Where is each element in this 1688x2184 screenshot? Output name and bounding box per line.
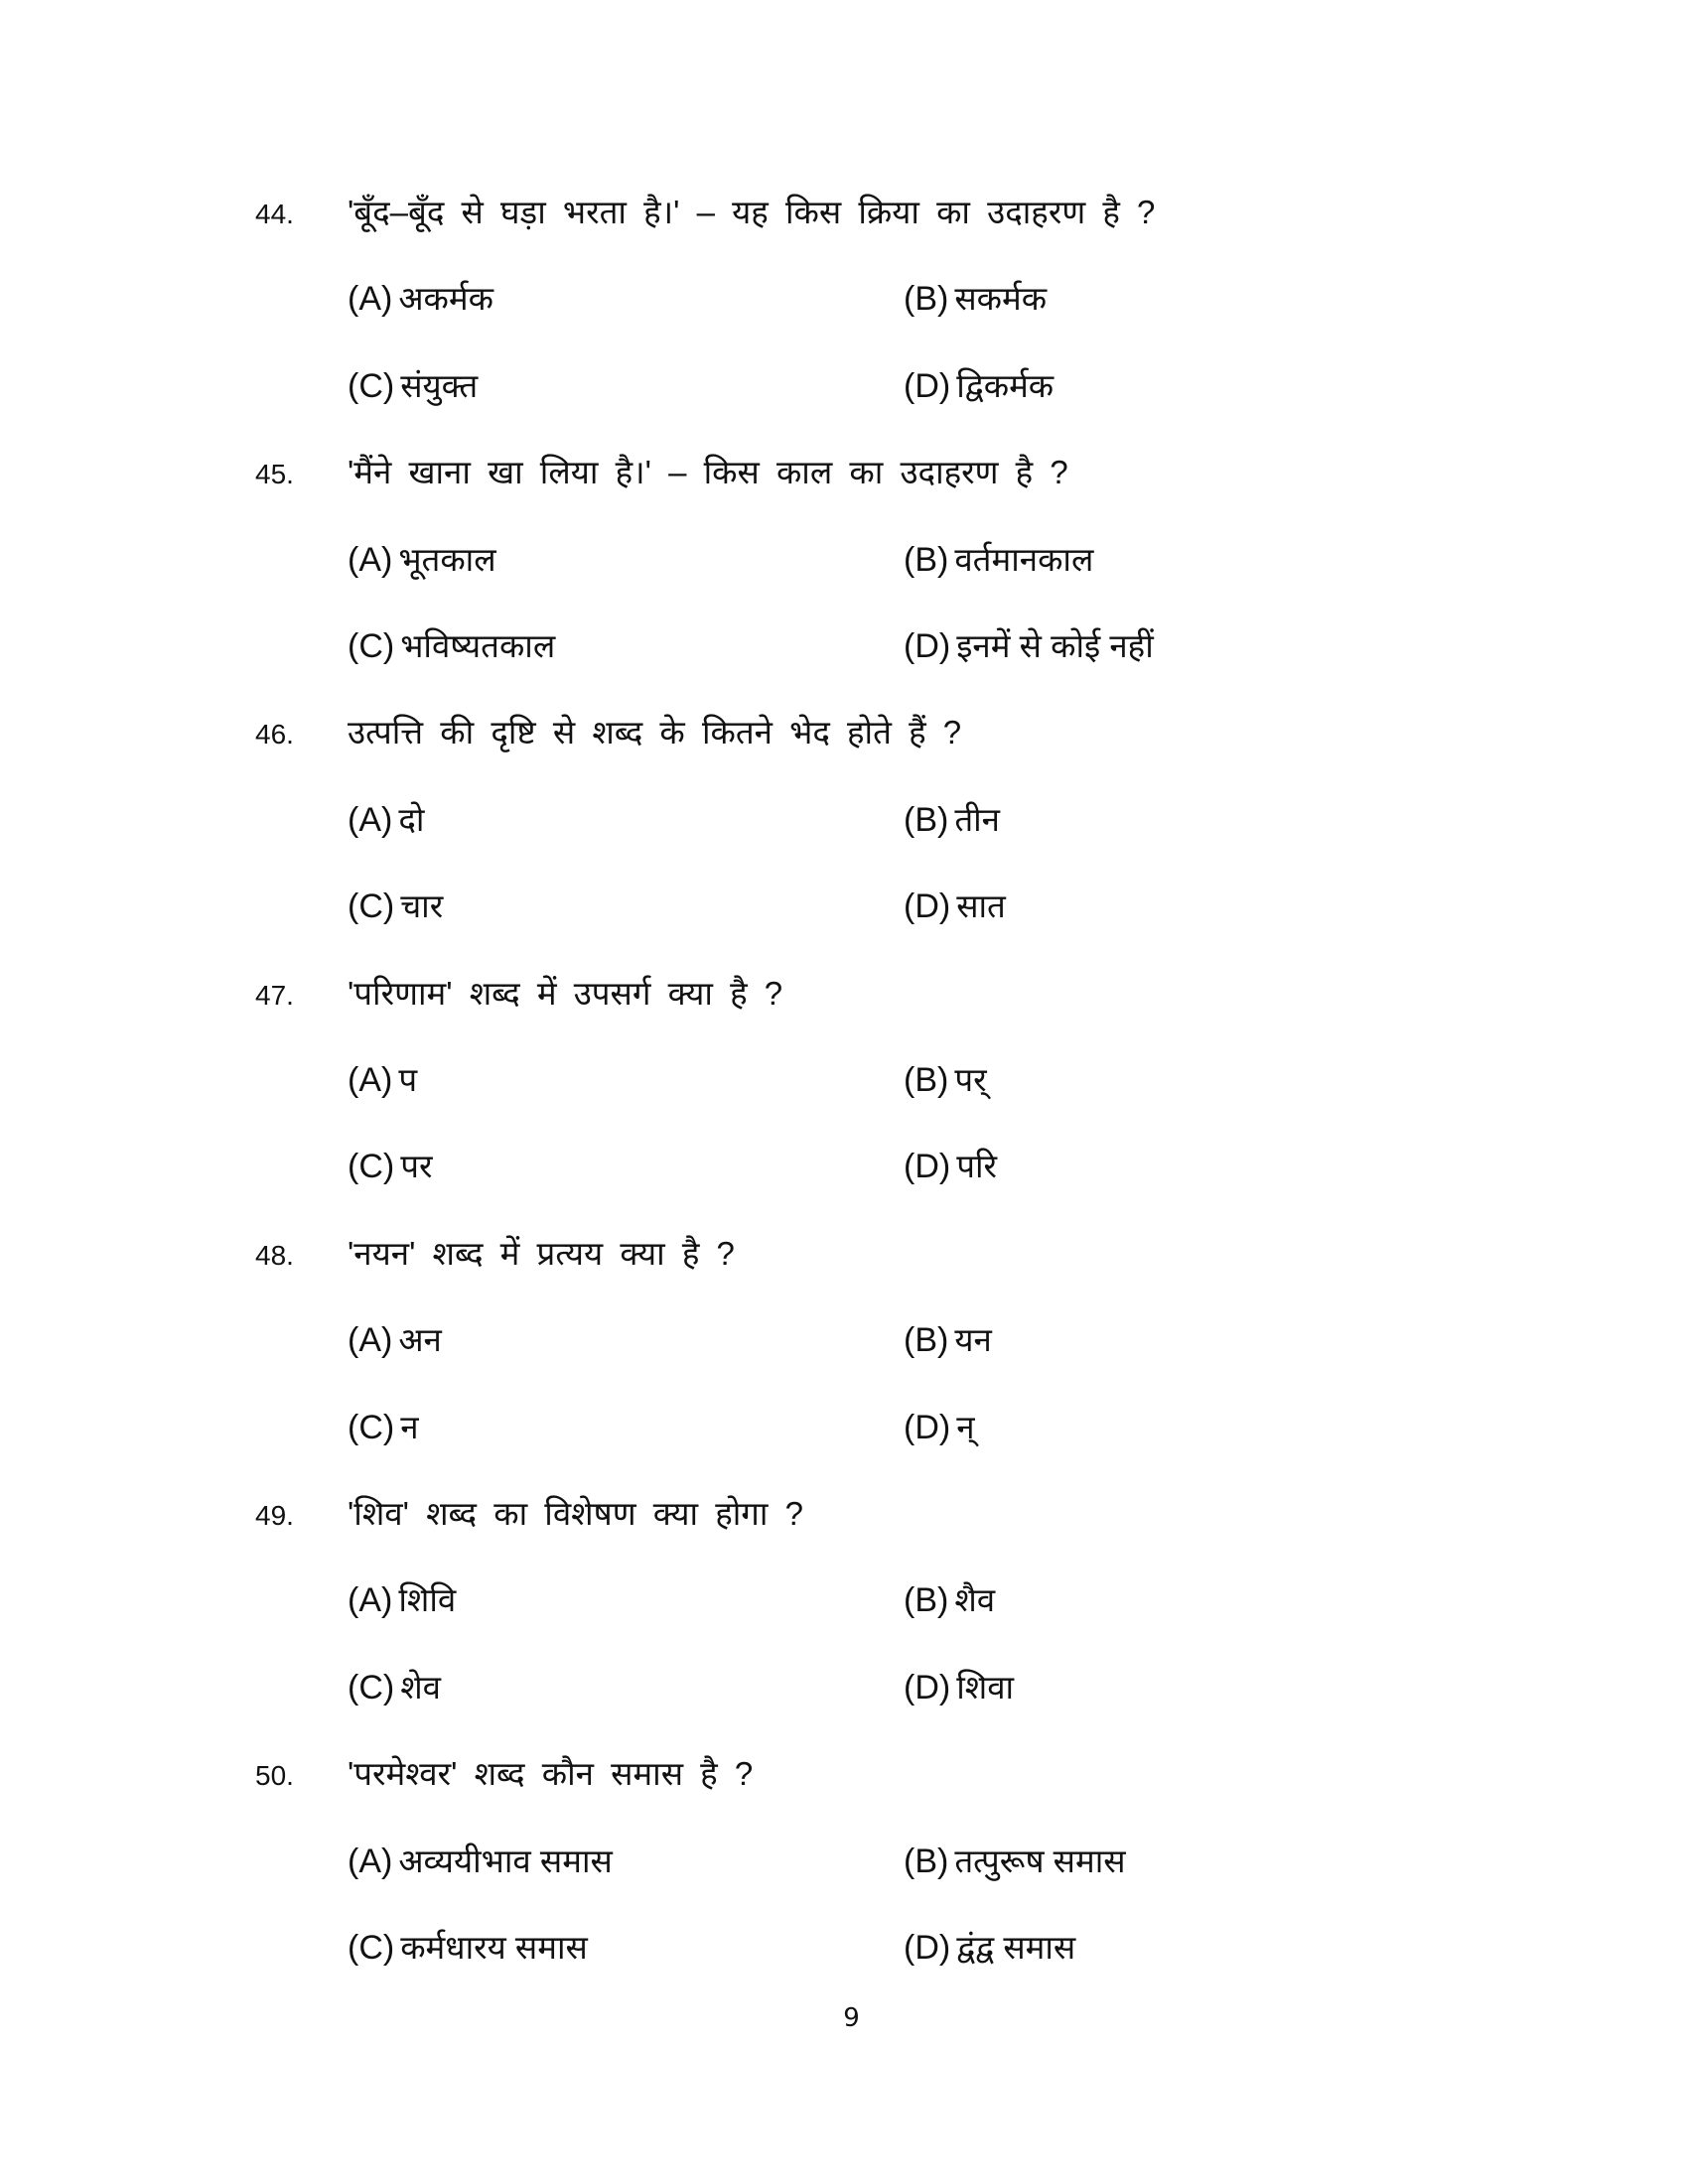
option-label: (A) (348, 280, 393, 319)
option-text: पर् (954, 1061, 987, 1098)
option-text: पर (400, 1148, 433, 1185)
option-text: न् (956, 1408, 975, 1445)
option (904, 1056, 987, 1101)
option-text: इनमें से कोई नहीं (956, 627, 1154, 664)
option (348, 1838, 613, 1882)
option-text: चार (400, 887, 444, 925)
option-row (0, 1664, 1688, 1723)
question-text: 'शिव' शब्द का विशेषण क्या होगा ? (348, 1495, 803, 1532)
option-row (0, 796, 1688, 856)
option (348, 1924, 588, 1969)
option-label: (B) (904, 280, 949, 319)
option-label: (C) (348, 1408, 395, 1446)
option-label: (A) (348, 800, 393, 839)
question-text: 'नयन' शब्द में प्रत्यय क्या है ? (348, 1234, 735, 1272)
option-text: दो (398, 800, 425, 838)
option-text: तत्पुरूष समास (954, 1842, 1126, 1879)
option-label: (D) (904, 1668, 951, 1706)
option-row (0, 1924, 1688, 1983)
question-number: 49. (255, 1500, 294, 1531)
option-label: (B) (904, 1842, 949, 1880)
question (0, 709, 1688, 768)
option-row (0, 275, 1688, 335)
option-text: भूतकाल (398, 540, 496, 578)
option-label: (D) (904, 366, 951, 405)
question-number: 44. (255, 199, 294, 229)
option-row (0, 536, 1688, 596)
option-label: (C) (348, 1929, 395, 1967)
option-label: (A) (348, 1321, 393, 1360)
option-label: (D) (904, 887, 951, 926)
option-text: परि (956, 1148, 997, 1185)
option-text: शेव (400, 1668, 441, 1706)
option (348, 622, 555, 667)
option-row (0, 1404, 1688, 1463)
option-row (0, 1143, 1688, 1202)
option (348, 1404, 419, 1448)
option-label: (B) (904, 800, 949, 839)
option-label: (B) (904, 1061, 949, 1099)
option-text: शैव (954, 1581, 996, 1619)
question-number: 45. (255, 459, 294, 490)
option-label: (D) (904, 1408, 951, 1446)
option (348, 1143, 432, 1187)
option-text: शिवि (398, 1581, 457, 1619)
question-number: 48. (255, 1239, 294, 1271)
option (904, 275, 1047, 320)
option-label: (C) (348, 366, 395, 405)
option (348, 275, 493, 320)
option-label: (C) (348, 887, 395, 926)
option (904, 1664, 1014, 1708)
option-row (0, 883, 1688, 942)
question-number: 50. (255, 1760, 294, 1792)
option-text: न (400, 1408, 419, 1445)
option (904, 622, 1154, 667)
option (904, 1143, 997, 1187)
option-text: द्विकर्मक (956, 366, 1055, 404)
question-number: 47. (255, 979, 294, 1011)
question (0, 970, 1688, 1029)
question-text: उत्पत्ति की दृष्टि से शब्द के कितने भेद होते हैं ? (348, 714, 962, 751)
option-label: (B) (904, 540, 949, 579)
option-label: (A) (348, 1061, 393, 1099)
question-text: 'बूँद–बूँद से घड़ा भरता है।' – यह किस क्रिया का उदाहरण है ? (348, 194, 1156, 230)
option-text: यन (954, 1321, 992, 1359)
question (0, 1750, 1688, 1810)
option (904, 1316, 992, 1361)
question (0, 1230, 1688, 1290)
option-text: तीन (954, 800, 1001, 838)
option-row (0, 1316, 1688, 1376)
option-label: (A) (348, 540, 393, 579)
option (904, 1924, 1075, 1969)
question (0, 189, 1688, 248)
option (348, 883, 443, 927)
option (904, 1838, 1126, 1882)
option-text: सकर्मक (954, 280, 1048, 318)
option-text: शिवा (956, 1668, 1015, 1706)
question-text: 'परिणाम' शब्द में उपसर्ग क्या है ? (348, 974, 783, 1012)
option-text: कर्मधारय समास (400, 1929, 588, 1966)
option-label: (A) (348, 1842, 393, 1880)
option (904, 1404, 975, 1448)
option (348, 536, 496, 581)
option-text: द्वंद्व समास (956, 1929, 1076, 1966)
option-label: (B) (904, 1581, 949, 1620)
option-row (0, 1056, 1688, 1116)
option-text: प (398, 1061, 418, 1098)
option (348, 362, 478, 407)
option (904, 1576, 995, 1621)
option-label: (C) (348, 1148, 395, 1186)
question (0, 1490, 1688, 1550)
option-label: (C) (348, 1668, 395, 1706)
option-label: (D) (904, 627, 951, 665)
option-label: (A) (348, 1581, 393, 1620)
option-label: (D) (904, 1929, 951, 1967)
option (348, 1056, 417, 1101)
option-label: (C) (348, 627, 395, 665)
option (904, 796, 1000, 841)
option (348, 796, 424, 841)
option-text: वर्तमानकाल (954, 540, 1094, 578)
question (0, 449, 1688, 508)
option-row (0, 1838, 1688, 1897)
option-label: (B) (904, 1321, 949, 1360)
option (904, 362, 1054, 407)
option (348, 1576, 456, 1621)
option-text: अव्ययीभाव समास (398, 1842, 613, 1879)
option-text: अकर्मक (398, 280, 493, 318)
option (348, 1664, 441, 1708)
option-text: भविष्यतकाल (400, 627, 556, 664)
option-text: अन (398, 1321, 442, 1359)
option-row (0, 362, 1688, 422)
option (904, 536, 1093, 581)
question-text: 'परमेश्वर' शब्द कौन समास है ? (348, 1755, 754, 1793)
page-number: 9 (843, 2003, 860, 2033)
option-text: संयुक्त (400, 366, 479, 404)
option-row (0, 622, 1688, 682)
option-text: सात (956, 887, 1006, 925)
option (348, 1316, 442, 1361)
question-number: 46. (255, 719, 294, 751)
option-label: (D) (904, 1148, 951, 1186)
question-text: 'मैंने खाना खा लिया है।' – किस काल का उदाहरण है ? (348, 454, 1068, 491)
option (904, 883, 1006, 927)
option-row (0, 1576, 1688, 1636)
